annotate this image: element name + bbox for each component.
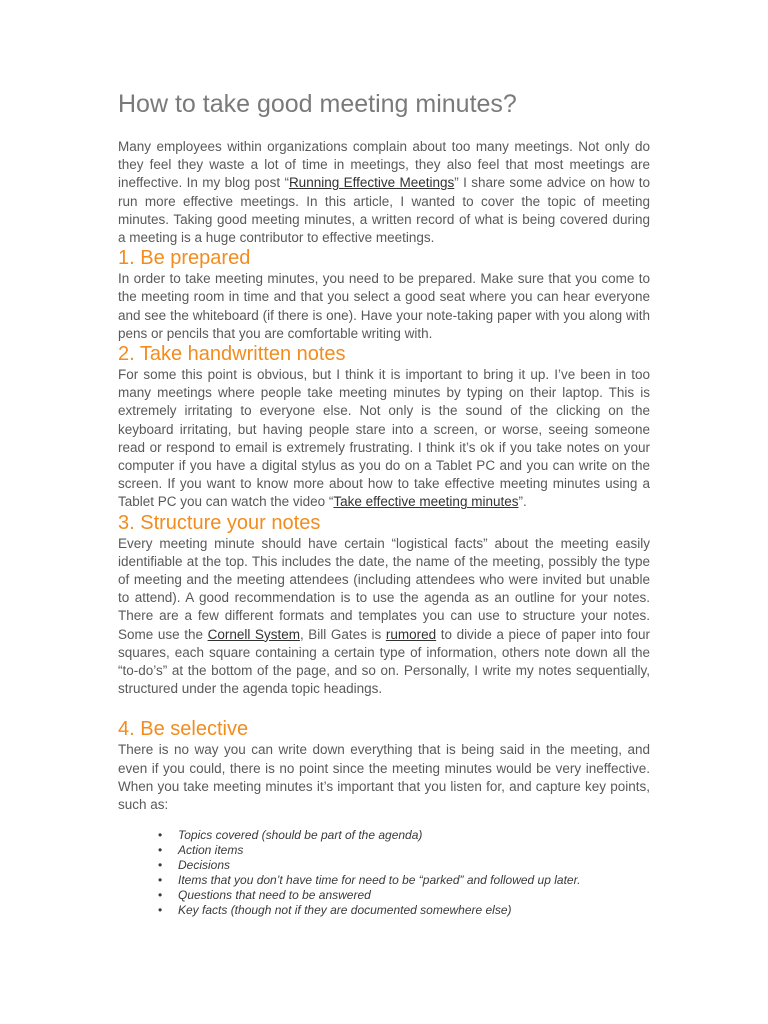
list-item-text: Topics covered (should be part of the agenda) xyxy=(178,828,423,843)
section-1-body: In order to take meeting minutes, you need to be prepared. Make sure that you come to the meeting room in time and that you select a good seat where you can hear everyone and see the whiteboard (if there is one). Have your note-taking paper with you along with pens or pencils that you are comfortable writing with. xyxy=(118,271,650,341)
section-3-text-2: , Bill Gates is xyxy=(299,626,386,642)
bullet-icon: • xyxy=(158,903,163,918)
section-2-heading: 2. Take handwritten notes xyxy=(118,343,346,366)
section-1-heading: 1. Be prepared xyxy=(118,247,251,270)
list-item-text: Items that you don’t have time for need to be “parked” and followed up later. xyxy=(178,873,581,888)
intro-text-1: Many employees within organizations complain about too many meetings. Not only do they feel they waste a lot of time in meetings, they also feel that most meetings are ineffective. In my blog post “ xyxy=(118,139,650,191)
list-item-text: Key facts (though not if they are documented somewhere else) xyxy=(178,903,512,918)
section-3-text-3: to divide a piece of paper into four squares, each square containing a certain type of information, others note down all the “to-do’s” at the bottom of the page, and so on. Personally, I write my notes sequentially, structured under the agenda topic headings. xyxy=(118,626,650,697)
key-points-list xyxy=(118,828,650,918)
list-item xyxy=(158,858,650,873)
section-4-heading: 4. Be selective xyxy=(118,718,249,741)
bullet-icon: • xyxy=(158,828,163,843)
cornell-system-link[interactable]: Cornell System xyxy=(207,626,300,642)
list-item-text: Action items xyxy=(178,843,244,858)
bullet-icon: • xyxy=(158,888,163,903)
list-item xyxy=(158,888,650,903)
article-body xyxy=(118,88,650,918)
list-item xyxy=(158,843,650,858)
rumored-link[interactable]: rumored xyxy=(385,626,437,642)
intro-paragraph xyxy=(118,138,650,247)
intro-text-2: ” I share some advice on how to run more effective meetings. In this article, I wanted to cover the topic of meeting minutes. Taking good meeting minutes, a written record of what is being covered during a meeting is a huge contributor to effective meetings. xyxy=(118,175,650,246)
section-3-text-1: Every meeting minute should have certain “logistical facts” about the meeting easily identifiable at the top. This includes the date, the name of the meeting, possibly the type of meeting and the meeting attendees (including attendees who were invited but unable to attend). A good recommendation is to use the agenda as an outline for your notes. There are a few different formats and templates you can use to structure your notes. Some use the xyxy=(118,535,650,642)
section-2-body xyxy=(118,366,650,512)
list-item xyxy=(158,903,650,918)
section-2-text-2: ”. xyxy=(518,494,527,510)
bullet-icon: • xyxy=(158,843,163,858)
running-effective-meetings-link[interactable]: Running Effective Meetings xyxy=(288,175,455,191)
section-3-body xyxy=(118,535,650,699)
page-title: How to take good meeting minutes? xyxy=(118,90,517,118)
bullet-icon: • xyxy=(158,873,163,888)
section-2-text-1: For some this point is obvious, but I think it is important to bring it up. I’ve been in too many meetings where people take meeting minutes by typing on their laptop. This is extremely irritating to everyone else. Not only is the sound of the clicking on the keyboard irritating, but having people stare into a screen, or worse, seeing someone read or respond to email is extremely frustrating. I think it’s ok if you take notes on your computer if you have a digital stylus as you do on a Tablet PC and you can write on the screen. If you want to know more about how to take effective meeting minutes using a Tablet PC you can watch the video “ xyxy=(118,367,650,510)
bullet-icon: • xyxy=(158,858,163,873)
list-item xyxy=(158,873,650,888)
list-item-text: Decisions xyxy=(178,858,231,873)
list-item-text: Questions that need to be answered xyxy=(178,888,371,903)
section-3-heading: 3. Structure your notes xyxy=(118,511,321,534)
list-item xyxy=(158,828,650,843)
section-4-body: There is no way you can write down everything that is being said in the meeting, and even if you could, there is no point since the meeting minutes would be very ineffective. When you take meeting minutes it’s important that you listen for, and capture key points, such as: xyxy=(118,742,650,813)
take-effective-meeting-minutes-link[interactable]: Take effective meeting minutes xyxy=(333,494,519,510)
section-spacer xyxy=(118,698,650,718)
